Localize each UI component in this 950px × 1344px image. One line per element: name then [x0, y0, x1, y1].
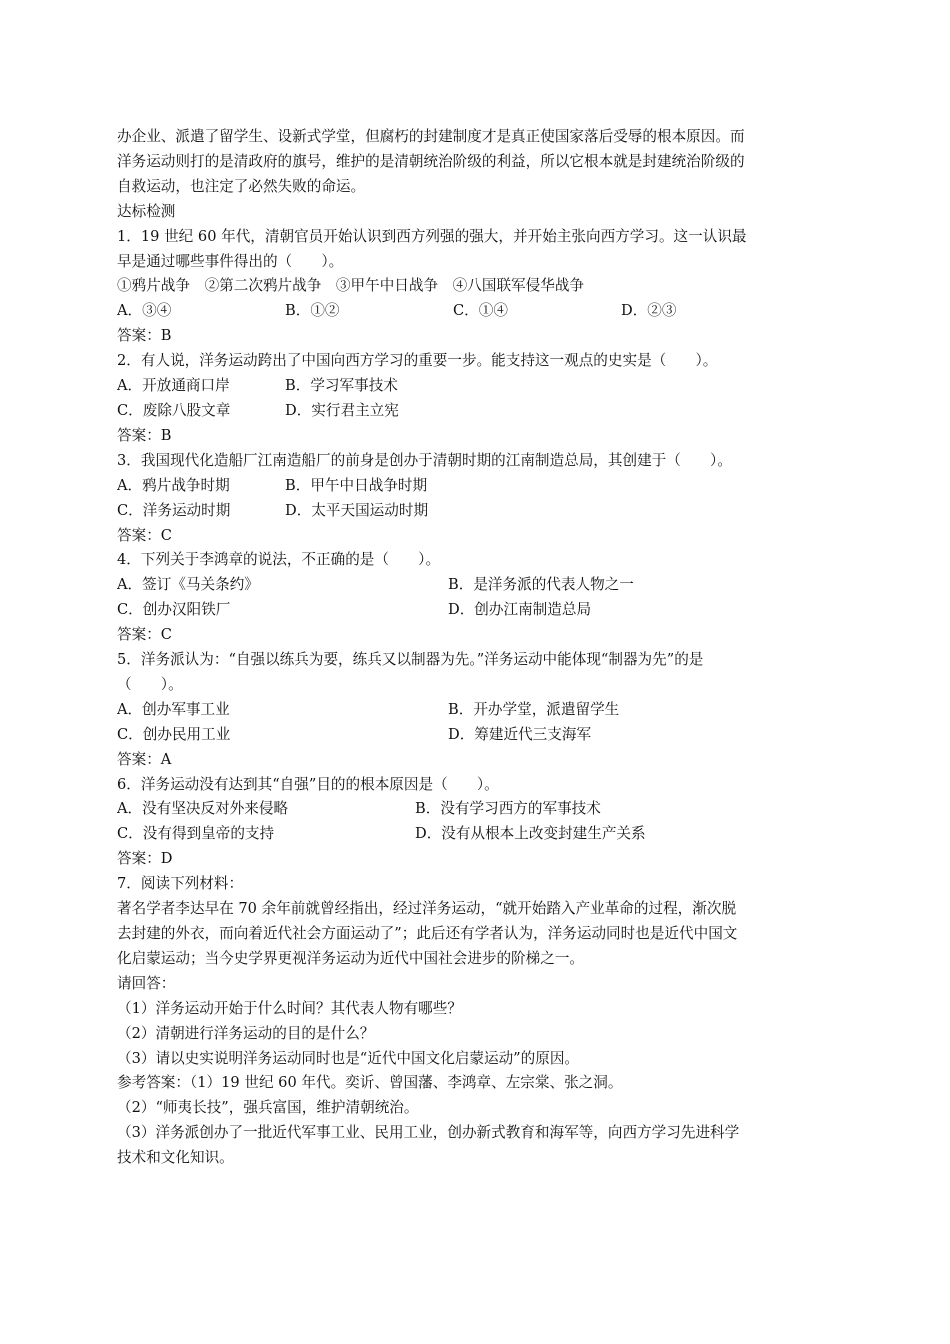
q1-option-c: C．①④: [453, 302, 508, 320]
q2-option-a: A．开放通商口岸: [117, 377, 230, 395]
section-title: 达标检测: [117, 202, 176, 220]
q1-answer: 答案：B: [117, 327, 172, 345]
q2-answer: 答案：B: [117, 426, 172, 444]
q1-option-b: B．①②: [285, 302, 340, 320]
q1-events: ①鸦片战争 ②第二次鸦片战争 ③甲午中日战争 ④八国联军侵华战争: [117, 277, 585, 295]
q6-answer: 答案：D: [117, 850, 173, 868]
q6-options-row-2: [117, 822, 837, 847]
q1-stem-2: 早是通过哪些事件得出的（ ）。: [117, 252, 344, 270]
q6-options-row-1: [117, 797, 837, 822]
q2-option-b: B．学习军事技术: [285, 377, 398, 395]
q2-stem: 2．有人说，洋务运动跨出了中国向西方学习的重要一步。能支持这一观点的史实是（ ）。: [117, 352, 718, 370]
q6-option-a: A．没有坚决反对外来侵略: [117, 800, 289, 818]
q3-options-row-2: [117, 499, 837, 524]
q5-option-b: B．开办学堂，派遣留学生: [448, 700, 620, 718]
q6-option-c: C．没有得到皇帝的支持: [117, 825, 275, 843]
q5-option-c: C．创办民用工业: [117, 725, 231, 743]
intro-line-1: 办企业、派遣了留学生、设新式学堂，但腐朽的封建制度才是真正使国家落后受辱的根本原因。而: [117, 128, 745, 145]
q7-answer-3: （3）洋务派创办了一批近代军事工业、民用工业，创办新式教育和海军等，向西方学习先进科学: [117, 1124, 740, 1142]
q2-option-c: C．废除八股文章: [117, 401, 231, 419]
q5-option-d: D．筹建近代三支海军: [448, 725, 592, 743]
q7-material-3: 化启蒙运动；当今史学界更视洋务运动为近代中国社会进步的阶梯之一。: [117, 949, 585, 967]
q3-option-a: A．鸦片战争时期: [117, 476, 230, 494]
q4-option-b: B．是洋务派的代表人物之一: [448, 576, 634, 594]
q5-stem-1: 5．洋务派认为：“自强以练兵为要，练兵又以制器为先。”洋务运动中能体现“制器为先”的是: [117, 651, 704, 669]
q1-options: [117, 299, 837, 324]
q7-question-3: （3）请以史实说明洋务运动同时也是“近代中国文化启蒙运动”的原因。: [117, 1049, 580, 1067]
q5-options-row-2: [117, 723, 837, 748]
q3-option-b: B．甲午中日战争时期: [285, 476, 428, 494]
q6-option-d: D．没有从根本上改变封建生产关系: [415, 825, 646, 843]
q7-material-2: 去封建的外衣，而向着近代社会方面运动了”；此后还有学者认为，洋务运动同时也是近代中国文: [117, 925, 738, 942]
document-page: [117, 125, 837, 1171]
q4-stem: 4．下列关于李鸿章的说法，不正确的是（ ）。: [117, 551, 441, 569]
intro-line-2: 洋务运动则打的是清政府的旗号，维护的是清朝统治阶级的利益，所以它根本就是封建统治阶级的: [117, 152, 745, 170]
q4-option-d: D．创办江南制造总局: [448, 601, 592, 619]
q2-options-row-2: [117, 399, 837, 424]
q3-option-c: C．洋务运动时期: [117, 501, 231, 519]
q4-option-a: A．签订《马关条约》: [117, 576, 259, 594]
q4-option-c: C．创办汉阳铁厂: [117, 601, 231, 619]
q6-stem: 6．洋务运动没有达到其“自强”目的的根本原因是（ ）。: [117, 775, 499, 793]
q4-options-row-2: [117, 598, 837, 623]
q1-option-a: A．③④: [117, 302, 172, 320]
q7-answer-4: 技术和文化知识。: [117, 1149, 234, 1167]
q7-answer-2: （2）“师夷长技”，强兵富国，维护清朝统治。: [117, 1099, 419, 1117]
q2-options-row-1: [117, 374, 837, 399]
q4-answer: 答案：C: [117, 626, 172, 644]
q4-options-row-1: [117, 573, 837, 598]
q2-option-d: D．实行君主立宪: [285, 401, 399, 419]
q7-material-1: 著名学者李达早在 70 余年前就曾经指出，经过洋务运动，“就开始踏入产业革命的过程，渐次脱: [117, 900, 737, 918]
q7-stem: 7．阅读下列材料：: [117, 875, 244, 893]
intro-line-3: 自救运动，也注定了必然失败的命运。: [117, 177, 366, 195]
q3-option-d: D．太平天国运动时期: [285, 501, 429, 519]
q3-stem: 3．我国现代化造船厂江南造船厂的前身是创办于清朝时期的江南制造总局，其创建于（ ）。: [117, 451, 732, 469]
q7-question-2: （2）清朝进行洋务运动的目的是什么？: [117, 1024, 375, 1042]
q5-options-row-1: [117, 698, 837, 723]
q3-options-row-1: [117, 474, 837, 499]
q5-answer: 答案：A: [117, 750, 172, 768]
q7-prompt: 请回答：: [117, 974, 176, 992]
q7-answer-1: 参考答案：（1）19 世纪 60 年代。奕䜣、曾国藩、李鸿章、左宗棠、张之洞。: [117, 1074, 623, 1092]
q5-option-a: A．创办军事工业: [117, 700, 230, 718]
q6-option-b: B．没有学习西方的军事技术: [415, 800, 601, 818]
q1-stem-1: 1．19 世纪 60 年代，清朝官员开始认识到西方列强的强大，并开始主张向西方学习。这一认识最: [117, 227, 747, 245]
q7-question-1: （1）洋务运动开始于什么时间？其代表人物有哪些？: [117, 999, 462, 1017]
q3-answer: 答案：C: [117, 526, 172, 544]
q1-option-d: D．②③: [621, 302, 677, 320]
q5-stem-2: （ ）。: [117, 675, 183, 693]
